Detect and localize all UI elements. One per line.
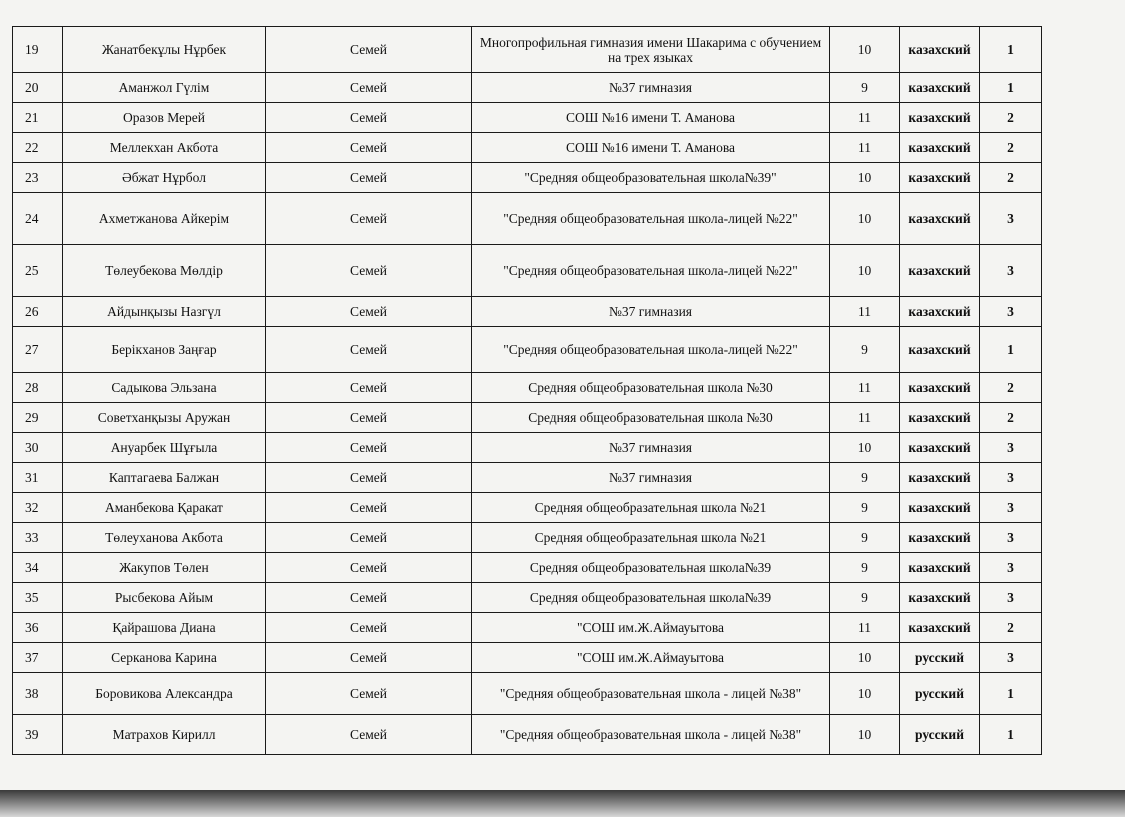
place-cell: 2	[980, 373, 1042, 403]
class-cell: 11	[830, 103, 900, 133]
class-cell: 11	[830, 373, 900, 403]
city-cell: Семей	[266, 73, 472, 103]
place-cell: 2	[980, 133, 1042, 163]
table-row	[13, 103, 1042, 133]
student-name-cell: Жакупов Төлен	[63, 553, 266, 583]
language-cell: казахский	[900, 73, 980, 103]
language-cell: русский	[900, 643, 980, 673]
row-number-cell: 33	[13, 523, 63, 553]
city-cell: Семей	[266, 715, 472, 755]
school-cell: СОШ №16 имени Т. Аманова	[472, 133, 830, 163]
class-cell: 9	[830, 523, 900, 553]
class-cell: 9	[830, 463, 900, 493]
city-cell: Семей	[266, 523, 472, 553]
table-row	[13, 553, 1042, 583]
language-cell: казахский	[900, 245, 980, 297]
row-number-cell: 29	[13, 403, 63, 433]
student-name-cell: Рысбекова Айым	[63, 583, 266, 613]
language-cell: казахский	[900, 27, 980, 73]
student-name-cell: Советханқызы Аружан	[63, 403, 266, 433]
table-row	[13, 163, 1042, 193]
school-cell: Средняя общеобразовательная школа №30	[472, 373, 830, 403]
language-cell: казахский	[900, 583, 980, 613]
row-number-cell: 24	[13, 193, 63, 245]
table-row	[13, 583, 1042, 613]
language-cell: казахский	[900, 327, 980, 373]
row-number-cell: 36	[13, 613, 63, 643]
table-row	[13, 613, 1042, 643]
city-cell: Семей	[266, 373, 472, 403]
language-cell: казахский	[900, 433, 980, 463]
class-cell: 11	[830, 403, 900, 433]
student-name-cell: Берікханов Заңғар	[63, 327, 266, 373]
language-cell: казахский	[900, 193, 980, 245]
student-name-cell: Жанатбекұлы Нұрбек	[63, 27, 266, 73]
table-row	[13, 27, 1042, 73]
place-cell: 3	[980, 523, 1042, 553]
city-cell: Семей	[266, 433, 472, 463]
class-cell: 11	[830, 297, 900, 327]
class-cell: 9	[830, 583, 900, 613]
table-row	[13, 373, 1042, 403]
city-cell: Семей	[266, 133, 472, 163]
school-cell: "СОШ им.Ж.Аймауытова	[472, 613, 830, 643]
table-row	[13, 673, 1042, 715]
table-row	[13, 297, 1042, 327]
row-number-cell: 31	[13, 463, 63, 493]
place-cell: 2	[980, 403, 1042, 433]
school-cell: Средняя общеобразовательная школа№39	[472, 583, 830, 613]
school-cell: Многопрофильная гимназия имени Шакарима с обучением на трех языках	[472, 27, 830, 73]
row-number-cell: 25	[13, 245, 63, 297]
city-cell: Семей	[266, 463, 472, 493]
row-number-cell: 34	[13, 553, 63, 583]
city-cell: Семей	[266, 673, 472, 715]
school-cell: №37 гимназия	[472, 463, 830, 493]
place-cell: 3	[980, 463, 1042, 493]
language-cell: казахский	[900, 133, 980, 163]
student-name-cell: Төлеуханова Акбота	[63, 523, 266, 553]
student-name-cell: Матрахов Кирилл	[63, 715, 266, 755]
class-cell: 10	[830, 715, 900, 755]
language-cell: казахский	[900, 613, 980, 643]
table-row	[13, 403, 1042, 433]
school-cell: "Средняя общеобразовательная школа-лицей №22"	[472, 245, 830, 297]
scan-edge-shadow	[0, 790, 1125, 817]
place-cell: 3	[980, 583, 1042, 613]
language-cell: казахский	[900, 493, 980, 523]
city-cell: Семей	[266, 163, 472, 193]
class-cell: 9	[830, 493, 900, 523]
school-cell: Средняя общеобразовательная школа№39	[472, 553, 830, 583]
language-cell: казахский	[900, 103, 980, 133]
class-cell: 9	[830, 327, 900, 373]
class-cell: 11	[830, 133, 900, 163]
row-number-cell: 22	[13, 133, 63, 163]
place-cell: 3	[980, 297, 1042, 327]
place-cell: 3	[980, 553, 1042, 583]
row-number-cell: 32	[13, 493, 63, 523]
city-cell: Семей	[266, 245, 472, 297]
school-cell: "СОШ им.Ж.Аймауытова	[472, 643, 830, 673]
student-name-cell: Оразов Мерей	[63, 103, 266, 133]
row-number-cell: 26	[13, 297, 63, 327]
language-cell: казахский	[900, 553, 980, 583]
results-table	[12, 26, 1042, 755]
student-name-cell: Каптагаева Балжан	[63, 463, 266, 493]
school-cell: Средняя общеобразовательная школа №30	[472, 403, 830, 433]
school-cell: "Средняя общеобразовательная школа-лицей №22"	[472, 327, 830, 373]
row-number-cell: 38	[13, 673, 63, 715]
city-cell: Семей	[266, 193, 472, 245]
class-cell: 10	[830, 433, 900, 463]
row-number-cell: 30	[13, 433, 63, 463]
row-number-cell: 20	[13, 73, 63, 103]
table-row	[13, 523, 1042, 553]
city-cell: Семей	[266, 553, 472, 583]
table-row	[13, 73, 1042, 103]
table-row	[13, 643, 1042, 673]
table-row	[13, 245, 1042, 297]
place-cell: 3	[980, 245, 1042, 297]
table-row	[13, 715, 1042, 755]
student-name-cell: Ахметжанова Айкерім	[63, 193, 266, 245]
student-name-cell: Серканова Карина	[63, 643, 266, 673]
class-cell: 10	[830, 245, 900, 297]
place-cell: 2	[980, 163, 1042, 193]
place-cell: 1	[980, 73, 1042, 103]
class-cell: 11	[830, 613, 900, 643]
language-cell: казахский	[900, 403, 980, 433]
language-cell: русский	[900, 673, 980, 715]
row-number-cell: 19	[13, 27, 63, 73]
student-name-cell: Меллекхан Акбота	[63, 133, 266, 163]
class-cell: 10	[830, 193, 900, 245]
school-cell: СОШ №16 имени Т. Аманова	[472, 103, 830, 133]
school-cell: "Средняя общеобразовательная школа-лицей №22"	[472, 193, 830, 245]
place-cell: 3	[980, 433, 1042, 463]
row-number-cell: 39	[13, 715, 63, 755]
school-cell: №37 гимназия	[472, 73, 830, 103]
language-cell: казахский	[900, 523, 980, 553]
school-cell: №37 гимназия	[472, 297, 830, 327]
class-cell: 10	[830, 643, 900, 673]
table-row	[13, 463, 1042, 493]
place-cell: 2	[980, 103, 1042, 133]
place-cell: 1	[980, 327, 1042, 373]
table-row	[13, 133, 1042, 163]
class-cell: 9	[830, 553, 900, 583]
place-cell: 3	[980, 643, 1042, 673]
city-cell: Семей	[266, 403, 472, 433]
school-cell: Средняя общеобразательная школа №21	[472, 493, 830, 523]
table-row	[13, 433, 1042, 463]
student-name-cell: Әбжат Нұрбол	[63, 163, 266, 193]
city-cell: Семей	[266, 103, 472, 133]
place-cell: 2	[980, 613, 1042, 643]
school-cell: "Средняя общеобразовательная школа - лицей №38"	[472, 715, 830, 755]
class-cell: 10	[830, 673, 900, 715]
results-table-body	[13, 27, 1042, 755]
place-cell: 1	[980, 27, 1042, 73]
student-name-cell: Аманбекова Қаракат	[63, 493, 266, 523]
class-cell: 9	[830, 73, 900, 103]
city-cell: Семей	[266, 583, 472, 613]
school-cell: "Средняя общеобразовательная школа - лицей №38"	[472, 673, 830, 715]
class-cell: 10	[830, 163, 900, 193]
student-name-cell: Боровикова Александра	[63, 673, 266, 715]
place-cell: 1	[980, 715, 1042, 755]
row-number-cell: 21	[13, 103, 63, 133]
row-number-cell: 23	[13, 163, 63, 193]
school-cell: "Средняя общеобразовательная школа№39"	[472, 163, 830, 193]
row-number-cell: 28	[13, 373, 63, 403]
city-cell: Семей	[266, 27, 472, 73]
city-cell: Семей	[266, 297, 472, 327]
student-name-cell: Аманжол Гүлім	[63, 73, 266, 103]
student-name-cell: Төлеубекова Мөлдір	[63, 245, 266, 297]
place-cell: 3	[980, 193, 1042, 245]
student-name-cell: Садыкова Эльзана	[63, 373, 266, 403]
place-cell: 3	[980, 493, 1042, 523]
city-cell: Семей	[266, 613, 472, 643]
city-cell: Семей	[266, 327, 472, 373]
place-cell: 1	[980, 673, 1042, 715]
table-row	[13, 193, 1042, 245]
language-cell: казахский	[900, 373, 980, 403]
language-cell: казахский	[900, 297, 980, 327]
language-cell: русский	[900, 715, 980, 755]
school-cell: №37 гимназия	[472, 433, 830, 463]
row-number-cell: 37	[13, 643, 63, 673]
language-cell: казахский	[900, 163, 980, 193]
student-name-cell: Қайрашова Диана	[63, 613, 266, 643]
class-cell: 10	[830, 27, 900, 73]
table-row	[13, 327, 1042, 373]
school-cell: Средняя общеобразательная школа №21	[472, 523, 830, 553]
city-cell: Семей	[266, 493, 472, 523]
student-name-cell: Айдынқызы Назгүл	[63, 297, 266, 327]
city-cell: Семей	[266, 643, 472, 673]
language-cell: казахский	[900, 463, 980, 493]
row-number-cell: 35	[13, 583, 63, 613]
row-number-cell: 27	[13, 327, 63, 373]
table-row	[13, 493, 1042, 523]
student-name-cell: Ануарбек Шұғыла	[63, 433, 266, 463]
